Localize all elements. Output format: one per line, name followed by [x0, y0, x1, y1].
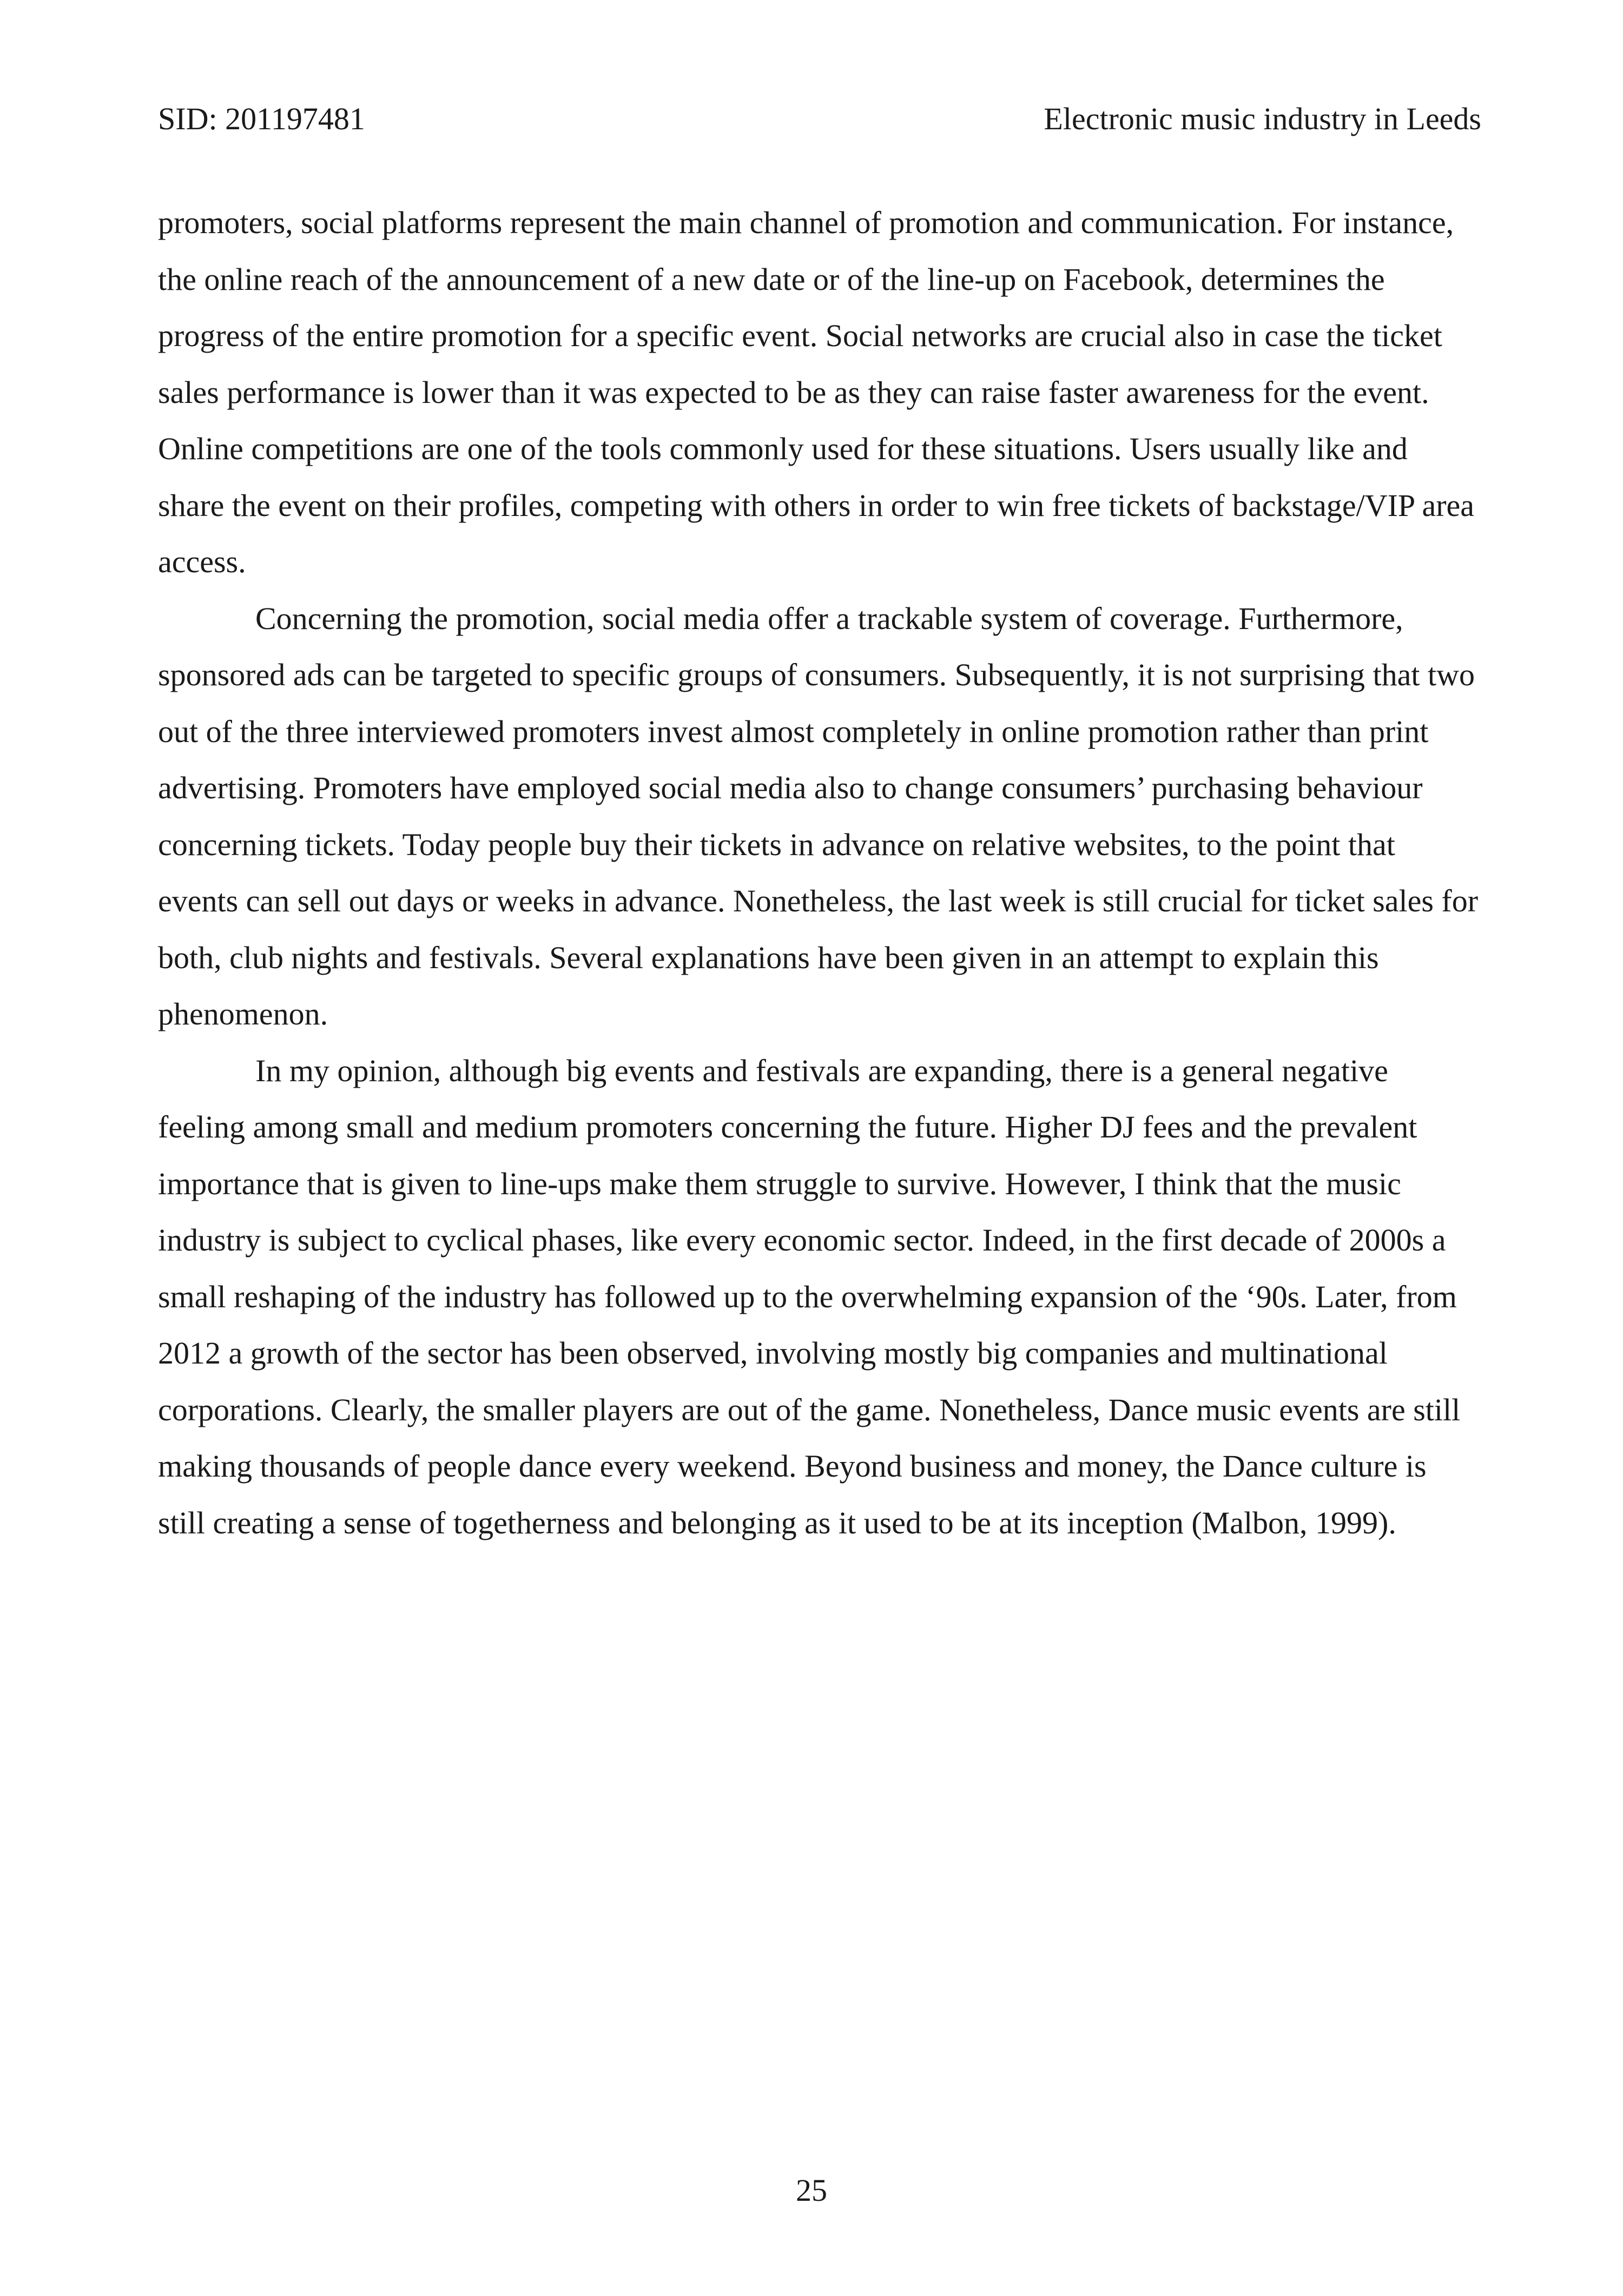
paragraph-2: Concerning the promotion, social media offer a trackable system of coverage. Furthermore, sponsored ads can be targeted to specific groups of consumers. Subsequently, it is not surprising that two out of the three interviewed promoters invest almost completely in online promotion rather than print advertising. Promoters have employed social media also to change consumers’ purchasing behaviour concerning tickets. Today people buy their tickets in advance on relative websites, to the point that events can sell out days or weeks in advance. Nonetheless, the last week is still crucial for ticket sales for both, club nights and festivals. Several explanations have been given in an attempt to explain this phenomenon.: [158, 600, 1479, 1031]
header-student-id: SID: 201197481: [158, 101, 365, 136]
paragraph-1: promoters, social platforms represent the main channel of promotion and communication. For instance, the online reach of the announcement of a new date or of the line-up on Facebook, determines the progress of the entire promotion for a specific event. Social networks are crucial also in case the ticket sales performance is lower than it was expected to be as they can raise faster awareness for the event. Online competitions are one of the tools commonly used for these situations. Users usually like and share the event on their profiles, competing with others in order to win free tickets of backstage/VIP area access.: [158, 205, 1475, 579]
page-number: 25: [796, 2173, 827, 2208]
header-document-title: Electronic music industry in Leeds: [1044, 101, 1481, 136]
paragraph-3: In my opinion, although big events and festivals are expanding, there is a general negative feeling among small and medium promoters concerning the future. Higher DJ fees and the prevalent importance that is given to line-ups make them struggle to survive. However, I think that the music industry is subject to cyclical phases, like every economic sector. Indeed, in the first decade of 2000s a small reshaping of the industry has followed up to the overwhelming expansion of the ‘90s. Later, from 2012 a growth of the sector has been observed, involving mostly big companies and multinational corporations. Clearly, the smaller players are out of the game. Nonetheless, Dance music events are still making thousands of people dance every weekend. Beyond business and money, the Dance culture is still creating a sense of togetherness and belonging as it used to be at its inception (Malbon, 1999).: [158, 1053, 1461, 1540]
body-text: [158, 195, 1481, 1551]
